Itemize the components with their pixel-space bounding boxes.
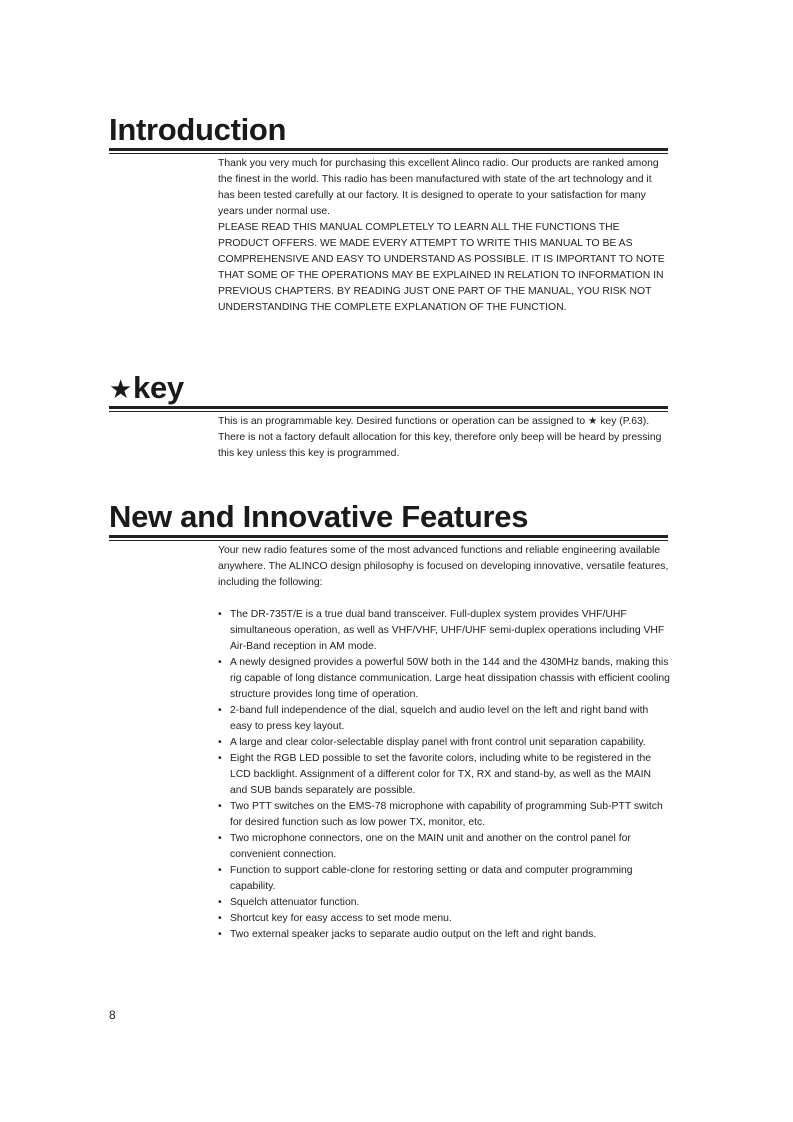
features-intro: Your new radio features some of the most advanced functions and reliable engineering available anywhere. The ALINCO design philosophy is focused on developing innovative, versatile features, including the following: — [218, 545, 669, 588]
features-heading: New and Innovative Features — [109, 499, 529, 534]
introduction-paragraph-1: Thank you very much for purchasing this excellent Alinco radio. Our products are ranked among the finest in the world. This radio has been manufactured with state of the art technology and it has been tested carefully at our factory. It is designed to operate to your satisfaction for many years under normal use. — [218, 158, 659, 217]
introduction-heading: Introduction — [109, 112, 287, 147]
bullet-icon: • — [218, 705, 222, 716]
bullet-icon: • — [218, 833, 222, 844]
list-item: • A newly designed provides a powerful 50W both in the 144 and the 430MHz bands, making this rig capable of long distance communication. Large heat dissipation chassis with efficient cooling structure provides long time of operation. — [218, 657, 670, 700]
list-item: • Eight the RGB LED possible to set the favorite colors, including white to be registered in the LCD backlight. Assignment of a different color for TX, RX and stand-by, as well as the MAIN and SUB bands separately are possible. — [218, 753, 652, 796]
list-item: • Shortcut key for easy access to set mode menu. — [218, 911, 670, 927]
list-item: • The DR-735T/E is a true dual band transceiver. Full-duplex system provides VHF/UHF simultaneous operation, as well as VHF/VHF, UHF/UHF semi-duplex operations including VHF Air-Band reception in AM mode. — [218, 609, 665, 652]
list-item: • Function to support cable-clone for restoring setting or data and computer programming capability. — [218, 865, 633, 892]
bullet-icon: • — [218, 753, 222, 764]
list-item: • Two PTT switches on the EMS-78 microphone with capability of programming Sub-PTT switch for desired function such as low power TX, monitor, etc. — [218, 801, 663, 828]
bullet-icon: • — [218, 657, 222, 668]
list-item: • Two external speaker jacks to separate audio output on the left and right bands. — [218, 927, 670, 943]
bullet-icon: • — [218, 737, 222, 748]
star-key-rule — [109, 406, 668, 412]
list-item: • Two microphone connectors, one on the MAIN unit and another on the control panel for convenient connection. — [218, 833, 631, 860]
bullet-icon: • — [218, 897, 222, 908]
features-rule — [109, 535, 668, 541]
introduction-body — [218, 156, 670, 316]
bullet-icon: • — [218, 609, 222, 620]
introduction-rule — [109, 148, 668, 154]
bullet-icon: • — [218, 913, 222, 924]
bullet-icon: • — [218, 865, 222, 876]
list-item: • 2-band full independence of the dial, squelch and audio level on the left and right band with easy to press key layout. — [218, 705, 649, 732]
star-key-paragraph: This is an programmable key. Desired functions or operation can be assigned to ★ key (P.63). There is not a factory default allocation for this key, therefore only beep will be heard by pressing this key unless this key is programmed. — [218, 416, 662, 459]
introduction-paragraph-2: PLEASE READ THIS MANUAL COMPLETELY TO LEARN ALL THE FUNCTIONS THE PRODUCT OFFERS. WE MADE EVERY ATTEMPT TO WRITE THIS MANUAL TO BE AS COMPREHENSIVE AND EASY TO UNDERSTAND AS POSSIBLE. IT IS IMPORTANT TO NOTE THAT SOME OF THE OPERATIONS MAY BE EXPLAINED IN RELATION TO INFORMATION IN PREVIOUS CHAPTERS. BY READING JUST ONE PART OF THE MANUAL, YOU RISK NOT UNDERSTANDING THE COMPLETE EXPLANATION OF THE FUNCTION. — [218, 222, 665, 313]
star-key-heading — [109, 372, 184, 403]
list-item: • Squelch attenuator function. — [218, 895, 670, 911]
star-icon: ★ — [109, 374, 133, 404]
bullet-icon: • — [218, 929, 222, 940]
star-key-title: key — [133, 370, 184, 405]
bullet-icon: • — [218, 801, 222, 812]
list-item: • A large and clear color-selectable display panel with front control unit separation capability. — [218, 735, 670, 751]
features-body — [218, 543, 670, 943]
features-list — [218, 607, 670, 943]
star-key-body — [218, 414, 670, 462]
page-number: 8 — [109, 1008, 116, 1022]
